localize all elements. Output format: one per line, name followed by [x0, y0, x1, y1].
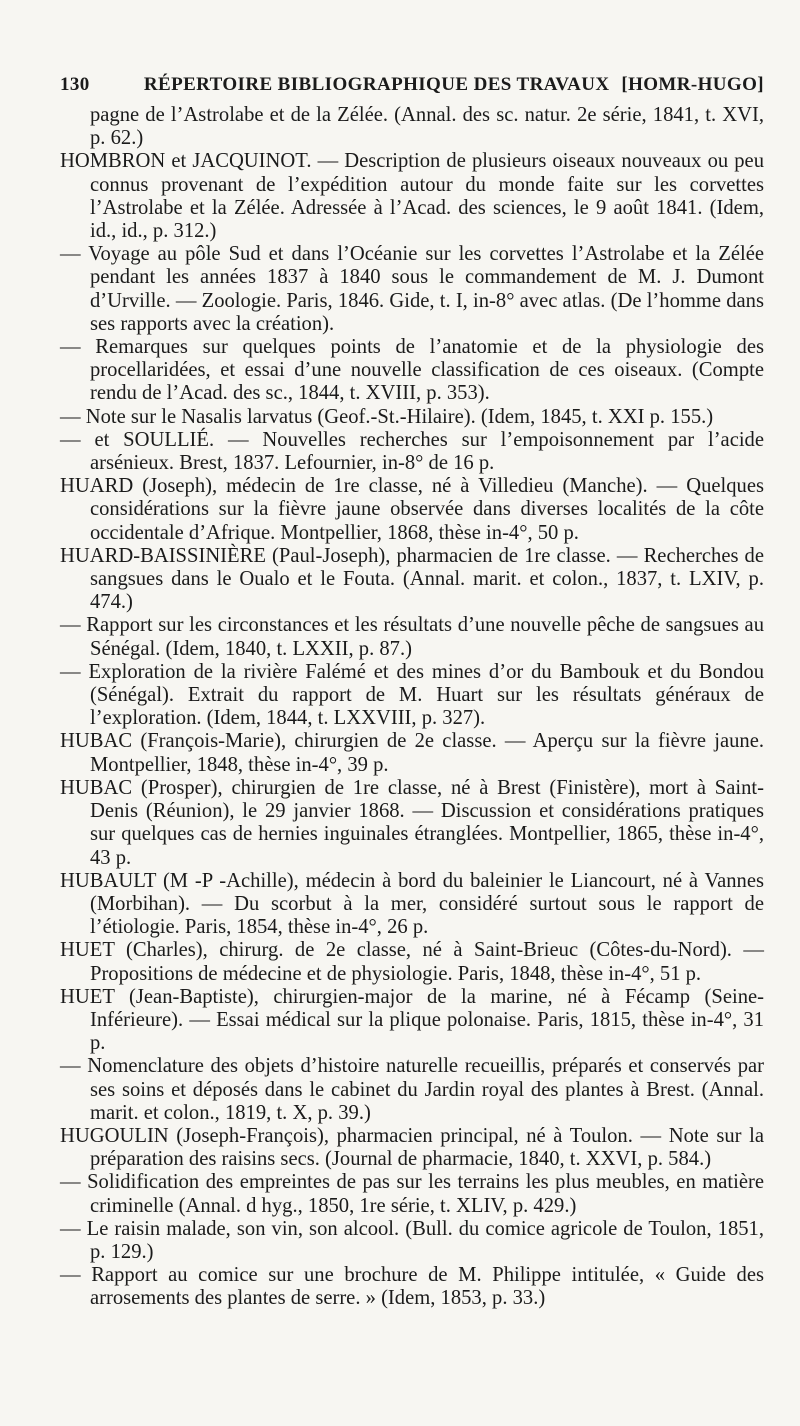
- bibliography-entry: — Note sur le Nasalis larvatus (Geof.-St.-Hilaire). (Idem, 1845, t. XXI p. 155.): [60, 405, 714, 428]
- bibliography-entry: HUBAC (François-Marie), chirurgien de 2e classe. — Aperçu sur la fièvre jaune. Montpellier, 1848, thèse in-4°, 39 p.: [60, 730, 764, 776]
- bibliography-entry: — Le raisin malade, son vin, son alcool. (Bull. du comice agricole de Toulon, 1851, p. 129.): [60, 1217, 764, 1263]
- bibliography-entry: — Voyage au pôle Sud et dans l’Océanie sur les corvettes l’Astrolabe et la Zélée pendant les années 1837 à 1840 sous le commandement de M. J. Dumont d’Urville. — Zoologie. Paris, 1846. Gide, t. I, in-8° avec atlas. (De l’homme dans ses rapports avec la création).: [60, 243, 764, 335]
- bibliography-entry: — Rapport sur les circonstances et les résultats d’une nouvelle pêche de sangsues au Sénégal. (Idem, 1840, t. LXXII, p. 87.): [60, 614, 764, 660]
- bibliography-entry: HUARD (Joseph), médecin de 1re classe, né à Villedieu (Manche). — Quelques considérations sur la fièvre jaune observée dans diverses localités de la côte occidentale d’Afrique. Montpellier, 1868, thèse in-4°, 50 p.: [60, 475, 764, 544]
- bibliography-entry: HUET (Charles), chirurg. de 2e classe, né à Saint-Brieuc (Côtes-du-Nord). — Propositions de médecine et de physiologie. Paris, 1848, thèse in-4°, 51 p.: [60, 939, 764, 985]
- bibliography-entry: HUBAULT (M -P -Achille), médecin à bord du baleinier le Liancourt, né à Vannes (Morbihan). — Du scorbut à la mer, considéré surtout sous le rapport de l’étiologie. Paris, 1854, thèse in-4°, 26 p.: [60, 869, 764, 939]
- bibliography-entry: — Nomenclature des objets d’histoire naturelle recueillis, préparés et conservés par ses soins et déposés dans le cabinet du Jardin royal des plantes à Brest. (Annal. marit. et colon., 1819, t. X, p. 39.): [60, 1055, 764, 1124]
- bibliography-entry: HUET (Jean-Baptiste), chirurgien-major de la marine, né à Fécamp (Seine-Inférieure). — Essai médical sur la plique polonaise. Paris, 1815, thèse in-4°, 31 p.: [60, 985, 764, 1055]
- bibliography-entry: HOMBRON et JACQUINOT. — Description de plusieurs oiseaux nouveaux ou peu connus provenant de l’expédition autour du monde faite sur les corvettes l’Astrolabe et la Zélée. Adressée à l’Acad. des sciences, le 9 août 1841. (Idem, id., id., p. 312.): [60, 150, 764, 243]
- entry-range: [HOMR-HUGO]: [621, 74, 764, 95]
- bibliography-entry: — Remarques sur quelques points de l’anatomie et de la physiologie des procellaridées, et essai d’une nouvelle classification de ces oiseaux. (Compte rendu de l’Acad. des sc., 1844, t. XVIII, p. 353).: [60, 336, 764, 405]
- page-header: [60, 74, 764, 96]
- bibliography-entry: HUBAC (Prosper), chirurgien de 1re classe, né à Brest (Finistère), mort à Saint-Denis (Réunion), le 29 janvier 1868. — Discussion et considérations pratiques sur quelques cas de hernies inguinales étranglées. Montpellier, 1865, thèse in-4°, 43 p.: [60, 776, 764, 869]
- page-number: 130: [60, 74, 90, 95]
- bibliography-body: [60, 104, 764, 1311]
- bibliography-entry: pagne de l’Astrolabe et de la Zélée. (Annal. des sc. natur. 2e série, 1841, t. XVI, p. 62.): [90, 104, 764, 150]
- bibliography-entry: HUGOULIN (Joseph-François), pharmacien principal, né à Toulon. — Note sur la préparation des raisins secs. (Journal de pharmacie, 1840, t. XXVI, p. 584.): [60, 1124, 764, 1171]
- bibliography-entry: — Solidification des empreintes de pas sur les terrains les plus meubles, en matière criminelle (Annal. d hyg., 1850, 1re série, t. XLIV, p. 429.): [60, 1171, 764, 1217]
- running-title: RÉPERTOIRE BIBLIOGRAPHIQUE DES TRAVAUX: [143, 74, 610, 95]
- bibliography-entry: — Rapport au comice sur une brochure de M. Philippe intitulée, « Guide des arrosements des plantes de serre. » (Idem, 1853, p. 33.): [60, 1264, 764, 1310]
- bibliography-entry: HUARD-BAISSINIÈRE (Paul-Joseph), pharmacien de 1re classe. — Recherches de sangsues dans le Oualo et le Fouta. (Annal. marit. et colon., 1837, t. LXIV, p. 474.): [60, 544, 764, 614]
- bibliography-entry: — et SOULLIÉ. — Nouvelles recherches sur l’empoisonnement par l’acide arsénieux. Brest, 1837. Lefournier, in-8° de 16 p.: [60, 428, 764, 475]
- bibliography-entry: — Exploration de la rivière Falémé et des mines d’or du Bambouk et du Bondou (Sénégal). Extrait du rapport de M. Huart sur les résultats généraux de l’exploration. (Idem, 1844, t. LXXVIII, p. 327).: [60, 660, 764, 730]
